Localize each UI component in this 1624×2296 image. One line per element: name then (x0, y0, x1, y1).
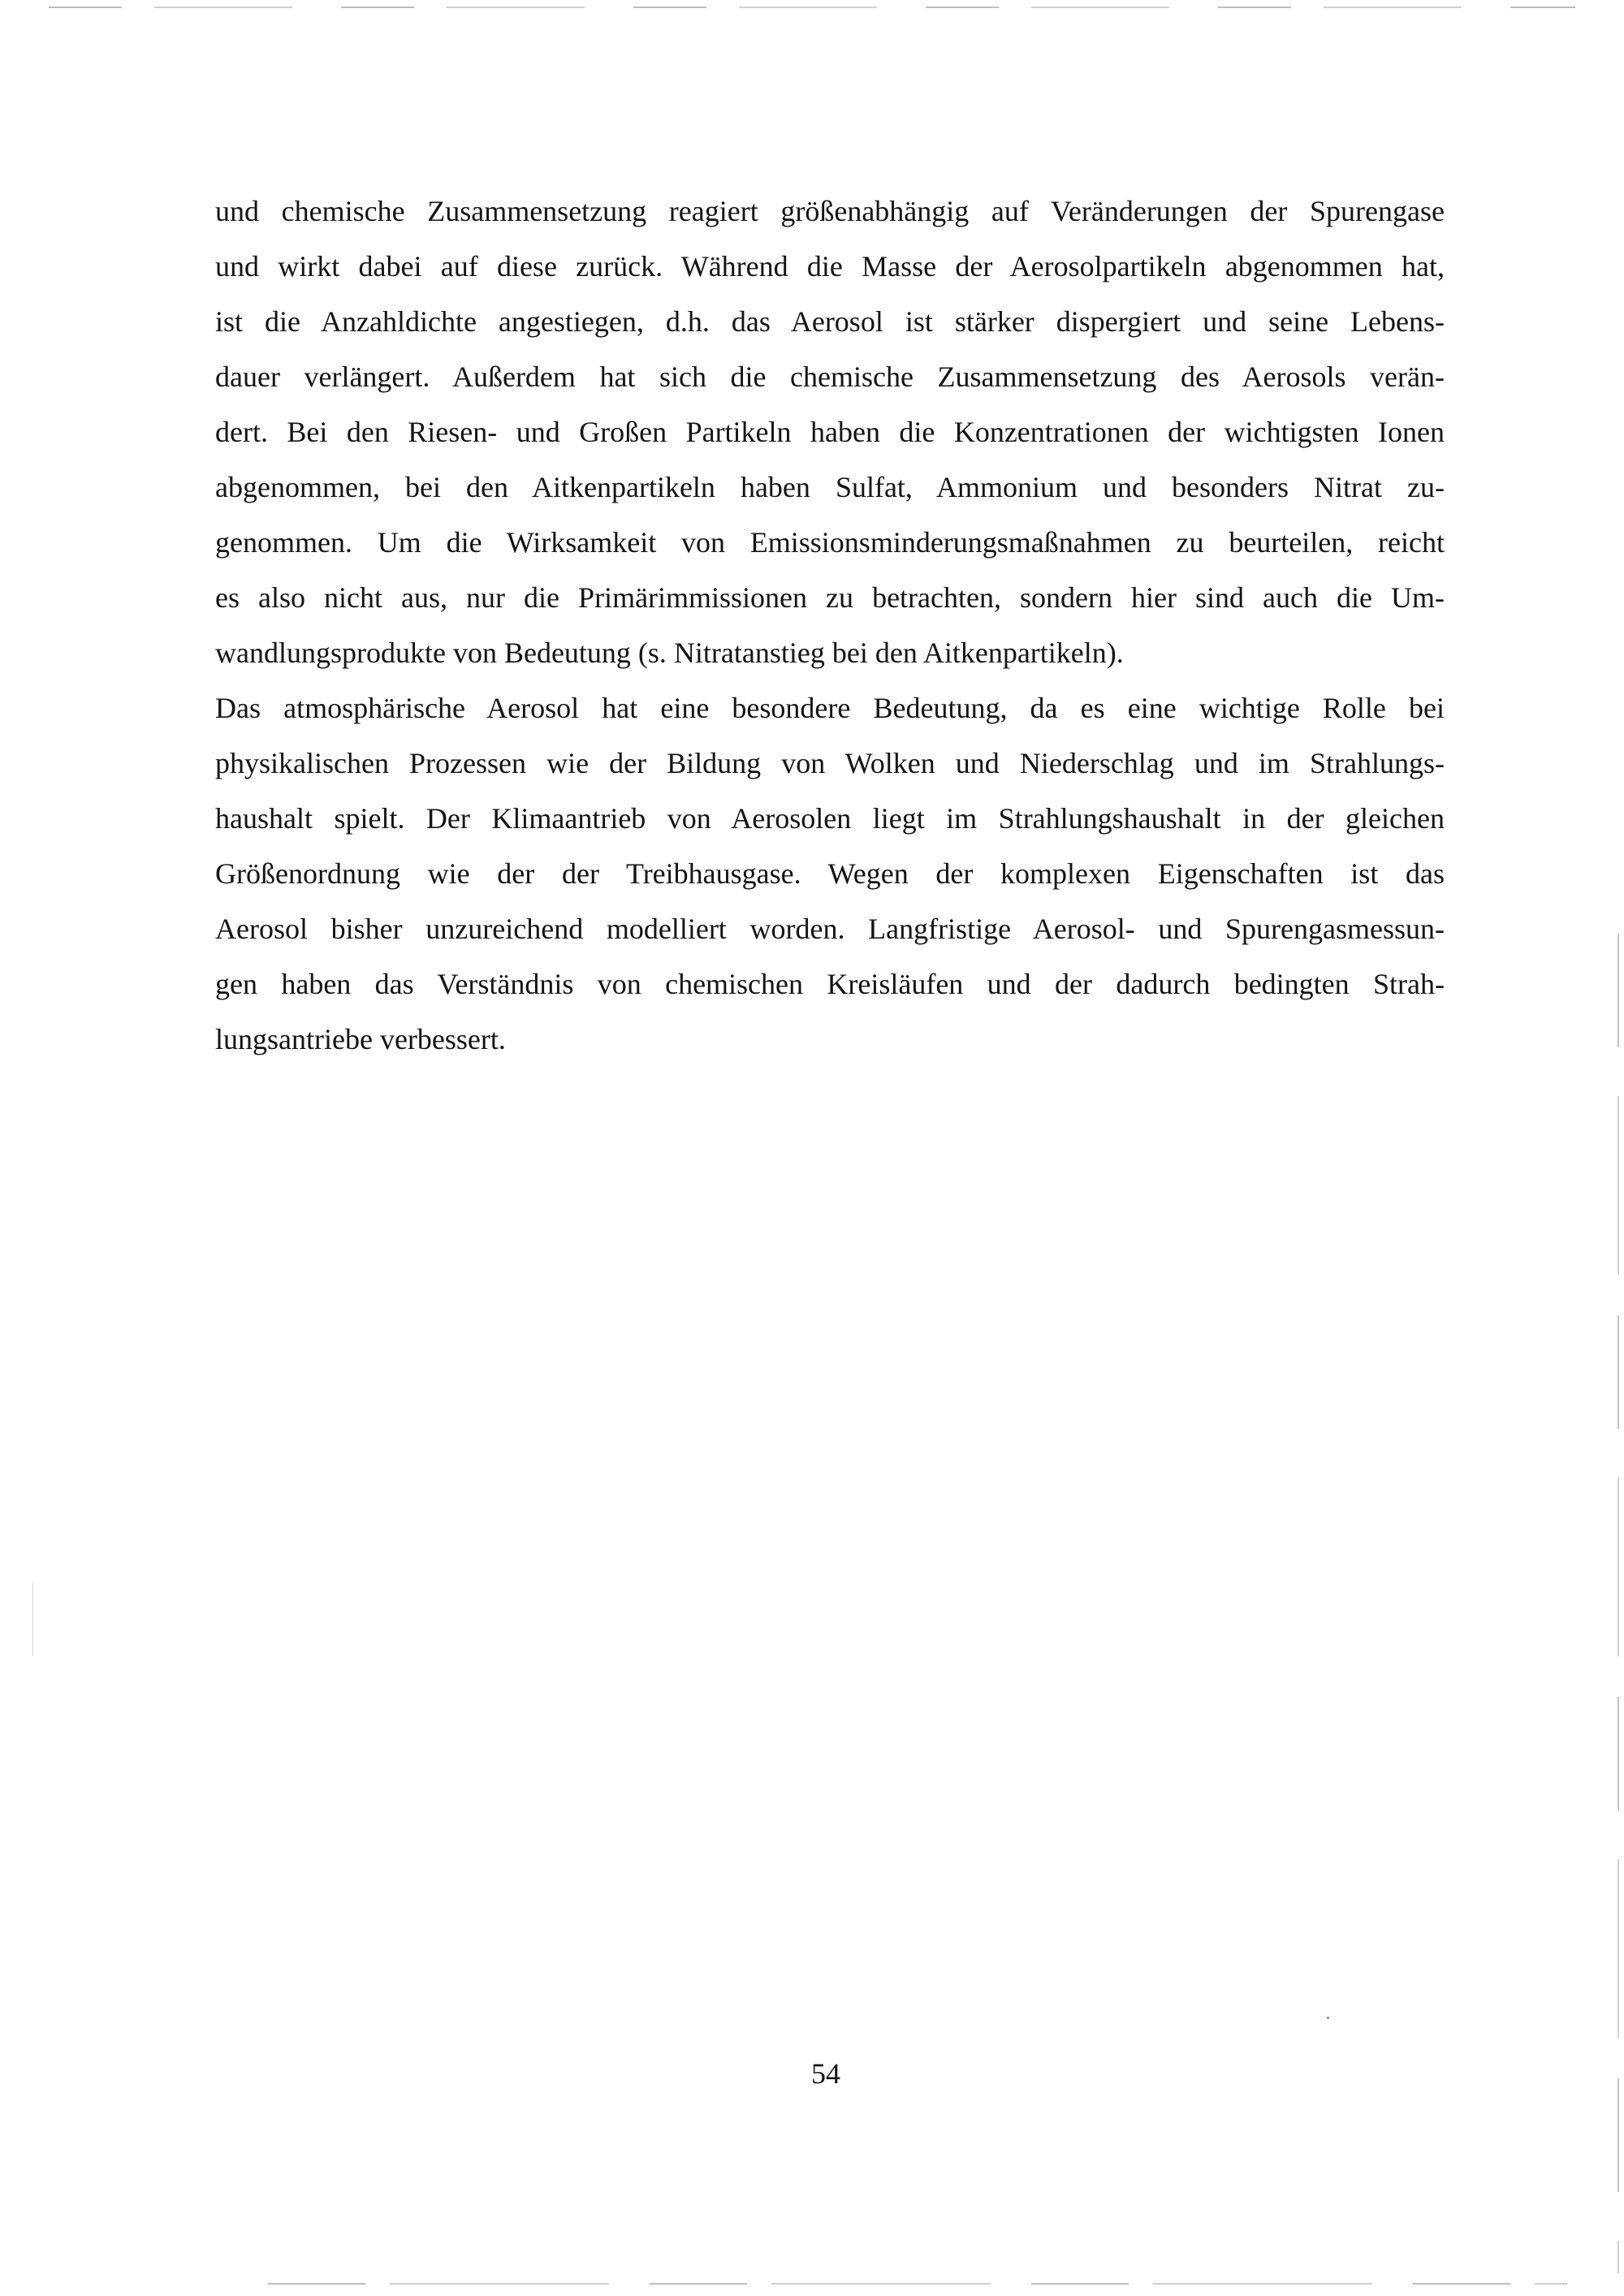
text-line: genommen. Um die Wirksamkeit von Emissionsminderungsmaßnahmen zu beurteilen, reicht (215, 526, 1445, 559)
scan-edge-top (49, 6, 1575, 8)
text-line: Das atmosphärische Aerosol hat eine besondere Bedeutung, da es eine wichtige Rolle bei (215, 692, 1445, 724)
text-line: dert. Bei den Riesen- und Großen Partikeln haben die Konzentrationen der wichtigsten Ionen (215, 416, 1445, 448)
paragraph-2 (215, 680, 1445, 1067)
text-line: physikalischen Prozessen wie der Bildung von Wolken und Niederschlag und im Strahlungs- (215, 747, 1445, 779)
text-line: dauer verlängert. Außerdem hat sich die chemische Zusammensetzung des Aerosols verän- (215, 360, 1445, 393)
text-line: Aerosol bisher unzureichend modelliert worden. Langfristige Aerosol- und Spurengasmessun- (215, 913, 1445, 945)
body-text (215, 183, 1445, 1067)
text-line: lungsantriebe verbessert. (215, 1023, 506, 1055)
paragraph-1 (215, 183, 1445, 680)
text-line: und wirkt dabei auf diese zurück. Während die Masse der Aerosolpartikeln abgenommen hat, (215, 250, 1445, 283)
scan-edge-bottom (268, 2283, 1567, 2285)
text-line: haushalt spielt. Der Klimaantrieb von Aerosolen liegt im Strahlungshaushalt in der gleichen (215, 802, 1445, 835)
text-line: wandlungsprodukte von Bedeutung (s. Nitratanstieg bei den Aitkenpartikeln). (215, 637, 1124, 669)
text-line: ist die Anzahldichte angestiegen, d.h. das Aerosol ist stärker dispergiert und seine Lebens- (215, 305, 1445, 338)
page-number: 54 (811, 2057, 840, 2090)
scan-edge-left (32, 1583, 33, 1656)
text-line: Größenordnung wie der der Treibhausgase. Wegen der komplexen Eigenschaften ist das (215, 857, 1445, 890)
text-line: gen haben das Verständnis von chemischen Kreisläufen und der dadurch bedingten Strah- (215, 968, 1445, 1000)
text-line: abgenommen, bei den Aitkenpartikeln haben Sulfat, Ammonium und besonders Nitrat zu- (215, 471, 1445, 503)
text-line: und chemische Zusammensetzung reagiert größenabhängig auf Veränderungen der Spurengase (215, 195, 1445, 227)
text-line: es also nicht aus, nur die Primärimmissionen zu betrachten, sondern hier sind auch die Um- (215, 581, 1445, 614)
scan-speck (1327, 2017, 1329, 2019)
